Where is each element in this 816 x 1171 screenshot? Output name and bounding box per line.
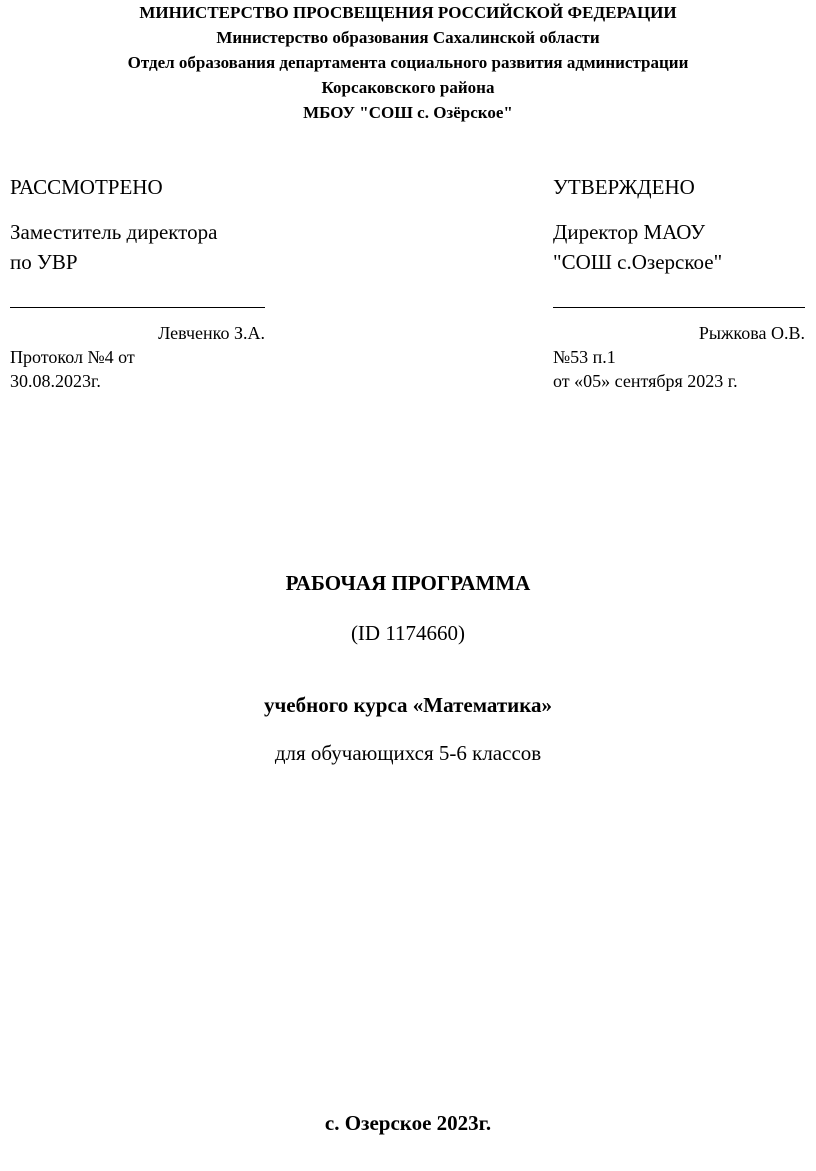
reviewer-role: [10, 217, 265, 277]
approver-role-line2: "СОШ с.Озерское": [553, 250, 723, 274]
reviewed-title: РАССМОТРЕНО: [10, 175, 163, 199]
approved-title: УТВЕРЖДЕНО: [553, 175, 695, 199]
ministry-name: МИНИСТЕРСТВО ПРОСВЕЩЕНИЯ РОССИЙСКОЙ ФЕДЕРАЦИИ: [139, 3, 677, 22]
approver-name: Рыжкова О.В.: [698, 323, 805, 343]
reviewed-block: [10, 168, 265, 393]
reviewer-protocol: Протокол №4 от: [10, 347, 135, 367]
approver-order: №53 п.1: [553, 347, 616, 367]
header: [0, 0, 816, 125]
document-id: (ID 1174660): [350, 621, 466, 645]
document-title: РАБОЧАЯ ПРОГРАММА: [285, 571, 531, 595]
approver-role-line1: Директор МАОУ: [553, 220, 706, 244]
regional-ministry: Министерство образования Сахалинской области: [216, 28, 600, 47]
reviewer-role-line2: по УВР: [10, 250, 78, 274]
approved-block: [553, 168, 805, 393]
approver-date: от «05» сентября 2023 г.: [553, 371, 738, 391]
place-and-year: с. Озерское 2023г.: [324, 1111, 492, 1135]
reviewer-name: Левченко З.А.: [158, 323, 265, 343]
reviewer-signature-line: [10, 297, 265, 308]
target-audience: для обучающихся 5-6 классов: [274, 741, 542, 765]
education-department: Отдел образования департамента социального развития администрации: [127, 53, 689, 72]
school-name: МБОУ "СОШ с. Озёрское": [303, 103, 513, 122]
district-name: Корсаковского района: [321, 78, 495, 97]
reviewer-date: 30.08.2023г.: [10, 371, 101, 391]
approver-role: [553, 217, 805, 277]
reviewer-role-line1: Заместитель директора: [10, 220, 218, 244]
approver-signature-line: [553, 297, 805, 308]
course-name: учебного курса «Математика»: [263, 693, 553, 717]
